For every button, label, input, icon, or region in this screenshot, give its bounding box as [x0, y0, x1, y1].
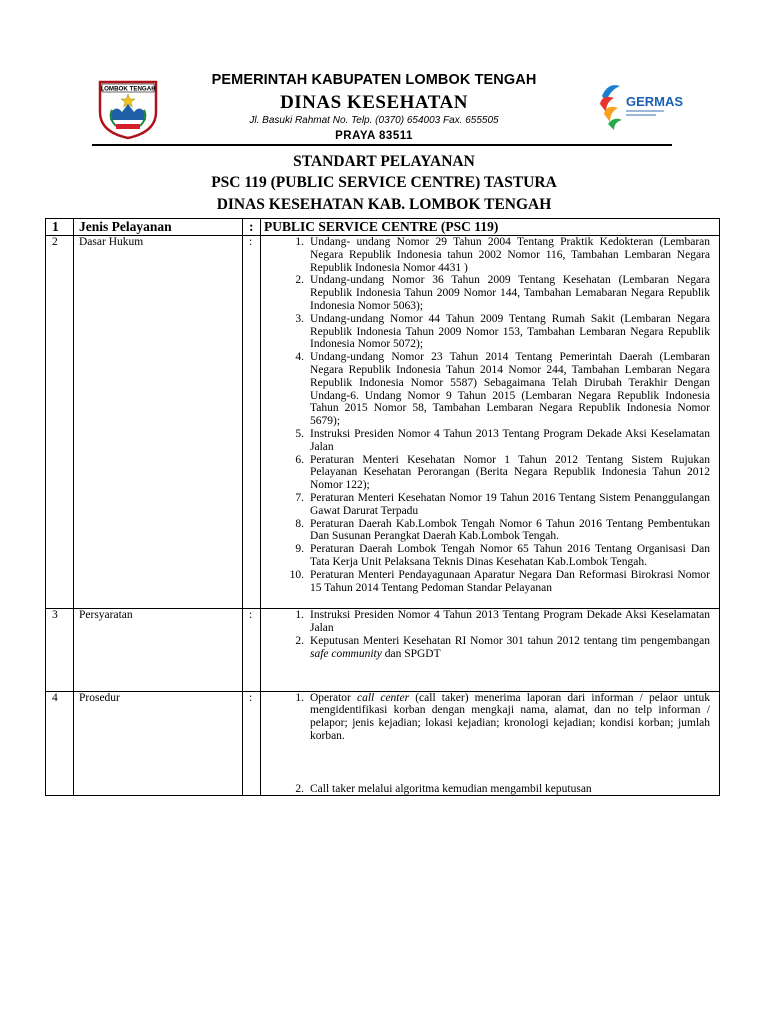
table-header-row — [46, 219, 720, 236]
row-number: 2 — [46, 236, 74, 609]
list-item: 1. Undang- undang Nomor 29 Tahun 2004 Tentang Praktik Kedokteran (Lembaran Negara Republik Indonesia tahun 2002 Nomor 116, Tambahan Lembaran Negara Republik Indonesia Nomor 4431 ) — [295, 236, 710, 274]
row-content — [261, 609, 720, 691]
table-row-dasar-hukum — [46, 236, 720, 609]
list-item: 9. Peraturan Daerah Lombok Tengah Nomor 65 Tahun 2016 Tentang Organisasi Dan Tata Kerja Unit Pelaksana Teknis Dinas Kesehatan Kab.Lombok Tengah. — [295, 543, 710, 568]
list-item: 5. Instruksi Presiden Nomor 4 Tahun 2013 Tentang Program Dekade Aksi Keselamatan Jalan — [295, 427, 710, 453]
row-number: 3 — [46, 609, 74, 691]
row-separator: : — [243, 691, 261, 796]
table-row-persyaratan — [46, 609, 720, 691]
document-agency-title: DINAS KESEHATAN KAB. LOMBOK TENGAH — [216, 196, 552, 213]
row-content — [261, 691, 720, 796]
row-number: 4 — [46, 691, 74, 796]
svg-text:GERMAS: GERMAS — [626, 94, 684, 109]
service-standard-table — [45, 218, 720, 796]
list-item: 1. Instruksi Presiden Nomor 4 Tahun 2013 Tentang Program Dekade Aksi Keselamatan Jalan — [295, 609, 710, 635]
letterhead-address: Jl. Basuki Rahmat No. Telp. (0370) 654003 Fax. 655505 — [249, 115, 499, 126]
row-value: PUBLIC SERVICE CENTRE (PSC 119) — [261, 219, 720, 236]
list-item: 10. Peraturan Menteri Pendayagunaan Aparatur Negara Dan Reformasi Birokrasi Nomor 15 Tahun 2014 Tentang Pedoman Standar Pelayanan — [289, 568, 710, 594]
list-item: 6. Peraturan Menteri Kesehatan Nomor 1 Tahun 2012 Tentang Sistem Rujukan Pelayanan Kesehatan Perorangan (Berita Negara Republik Indonesia Tahun 2012 Nomor 122); — [295, 453, 710, 492]
table-row-prosedur — [46, 691, 720, 796]
list-item: 3. Undang-undang Nomor 44 Tahun 2009 Tentang Rumah Sakit (Lembaran Negara Republik Indonesia Tahun 2009 Nomor 153, Tambahan Lembaran Negara Republik Indonesia Nomor 5072); — [295, 312, 710, 351]
legal-basis-list — [264, 236, 716, 594]
letterhead-city: PRAYA 83511 — [335, 130, 413, 142]
requirements-list — [264, 609, 716, 660]
germas-logo — [592, 76, 684, 134]
svg-text:LOMBOK TENGAH: LOMBOK TENGAH — [100, 85, 156, 93]
list-item: 4. Undang-undang Nomor 23 Tahun 2014 Tentang Pemerintah Daerah (Lembaran Negara Republik Indonesia Tahun 2014 Nomor 244, Tambahan Lembaran Negara Republik Indonesia Nomor 5587) Sebagaimana Telah Dirubah Terakhir Dengan Undang-6. Undang Nomor 9 Tahun 2015 (Lembaran Negara Republik Indonesia Tahun 2015 Nomor 58, Tambahan Lembaran Negara Republik Indonesia Nomor 5679); — [295, 351, 710, 428]
procedure-list — [264, 692, 716, 796]
list-item: 2. Keputusan Menteri Kesehatan RI Nomor 301 tahun 2012 tentang tim pengembangan safe community dan SPGDT — [295, 634, 710, 660]
list-item: 2. Undang-undang Nomor 36 Tahun 2009 Tentang Kesehatan (Lembaran Negara Republik Indonesia Tahun 2009 Nomor 144, Tambahan Lemabaran Negara Republik Indonesia Nomor 5063); — [295, 274, 710, 312]
row-number: 1 — [46, 219, 74, 236]
row-content — [261, 236, 720, 609]
list-item: 1. Operator call center (call taker) menerima laporan dari informan / pelaor untuk mengidentifikasi korban dengan mengkaji nama, alamat, dan no telp informan / pelapor; jenis kejadian; lokasi kejadian; kronologi kejadian; kondisi korban; jumlah korban. — [295, 691, 710, 742]
letterhead-rule — [92, 144, 672, 146]
row-label: Persyaratan — [74, 609, 243, 691]
letterhead-government: PEMERINTAH KABUPATEN LOMBOK TENGAH — [211, 72, 537, 88]
row-separator: : — [243, 236, 261, 609]
document-title: STANDART PELAYANAN — [293, 153, 475, 170]
row-label: Dasar Hukum — [74, 236, 243, 609]
row-separator: : — [243, 609, 261, 691]
lombok-tengah-logo — [96, 74, 160, 140]
list-item: 7. Peraturan Menteri Kesehatan Nomor 19 Tahun 2016 Tentang Sistem Penanggulangan Gawat Darurat Terpadu — [295, 491, 710, 517]
list-item: 8. Peraturan Daerah Kab.Lombok Tengah Nomor 6 Tahun 2016 Tentang Pembentukan Dan Susunan Perangkat Daerah Kab.Lombok Tengah. — [295, 517, 710, 543]
row-label: Jenis Pelayanan — [74, 219, 243, 236]
document-subtitle: PSC 119 (PUBLIC SERVICE CENTRE) TASTURA — [211, 174, 557, 191]
list-item: 2. Call taker melalui algoritma kemudian mengambil keputusan — [295, 782, 592, 795]
letterhead-agency: DINAS KESEHATAN — [280, 92, 468, 113]
row-label: Prosedur — [74, 691, 243, 796]
row-separator: : — [243, 219, 261, 236]
